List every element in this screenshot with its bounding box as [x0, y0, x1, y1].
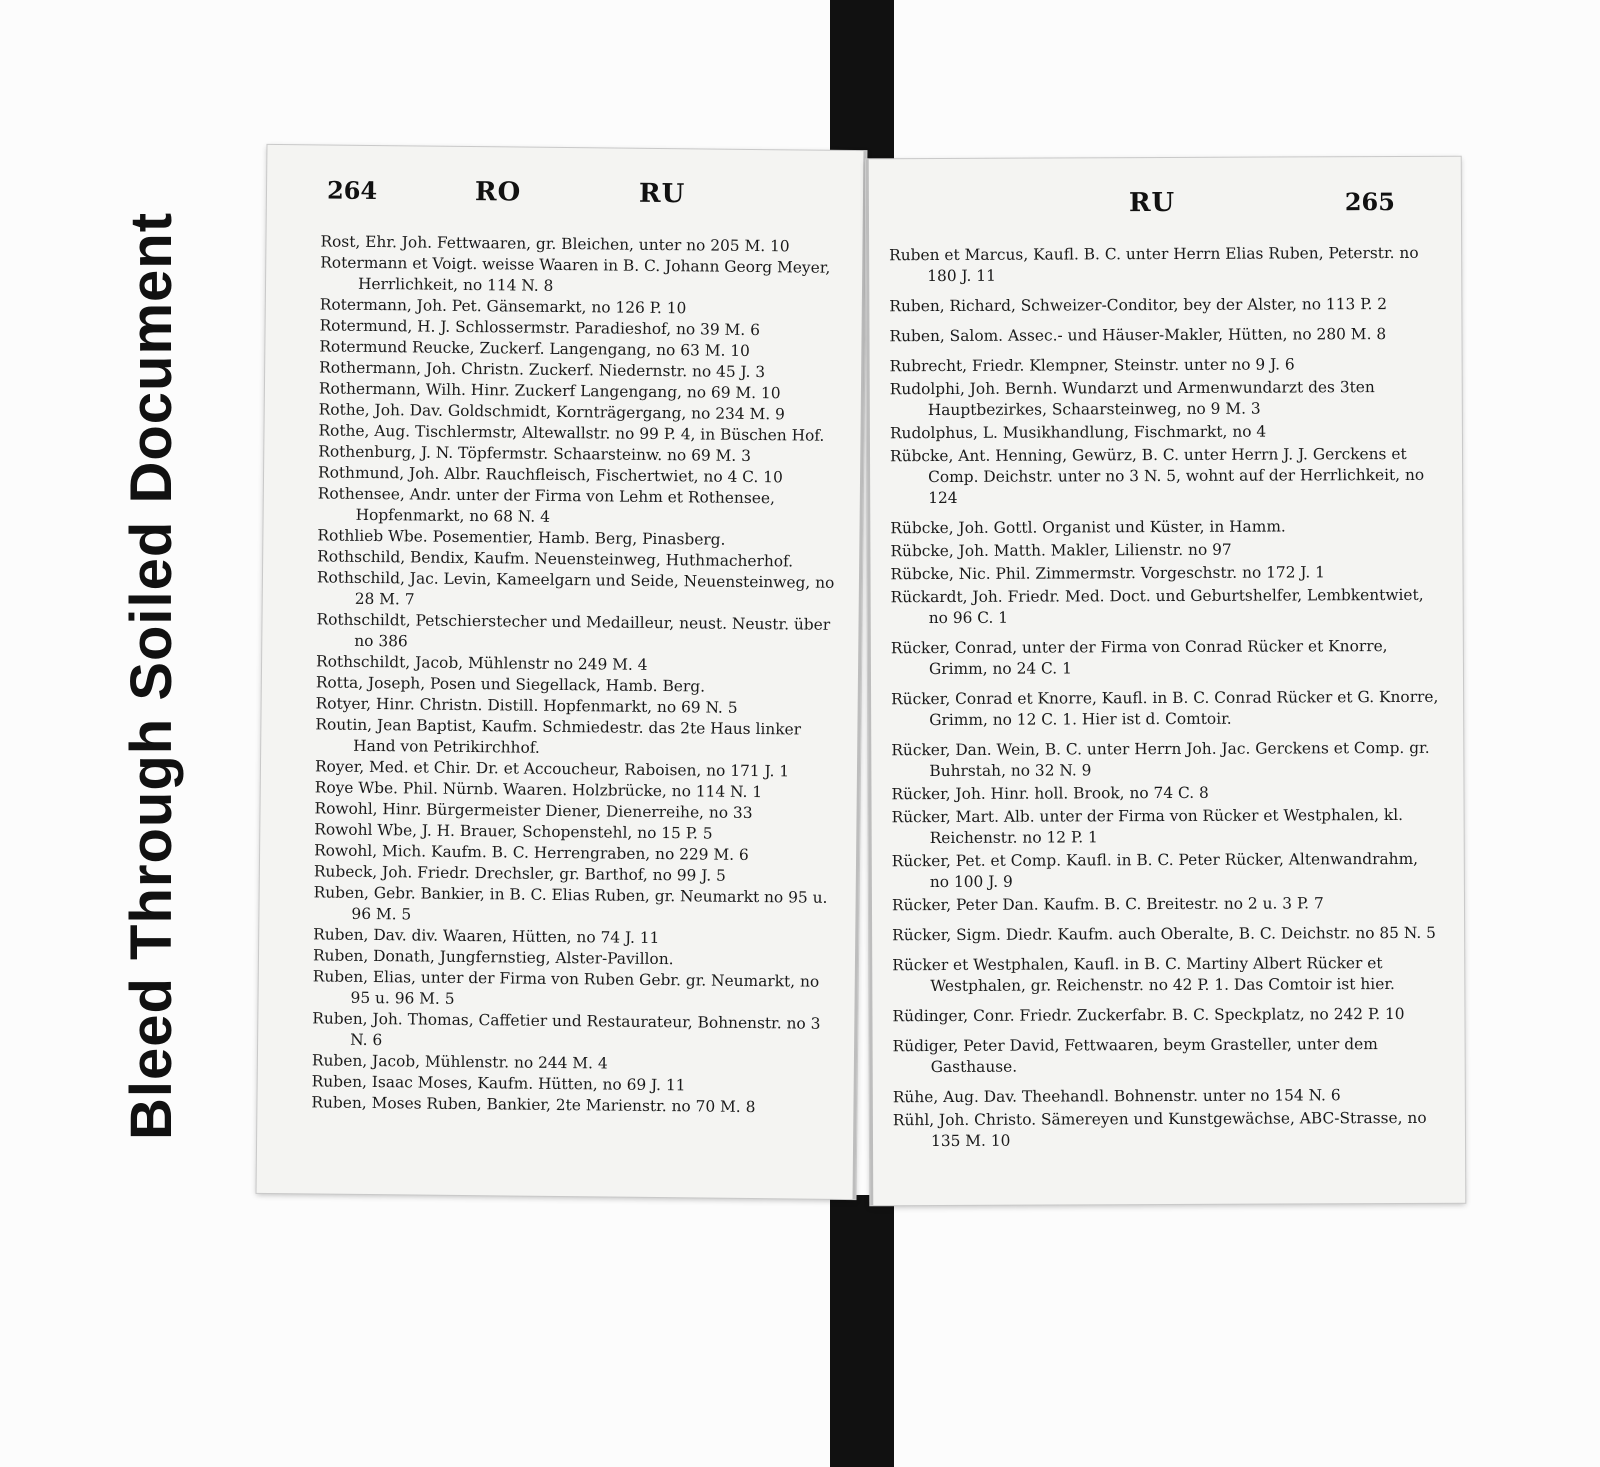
- directory-entry: Rücker, Dan. Wein, B. C. unter Herrn Joh. Jac. Gerckens et Comp. gr. Buhrstah, no 32 N. 9: [891, 738, 1430, 781]
- directory-entry: Rühl, Joh. Christo. Sämereyen und Kunstgewächse, ABC-Strasse, no 135 M. 10: [892, 1108, 1427, 1151]
- directory-entry: Rübcke, Joh. Gottl. Organist und Küster, in Hamm.: [890, 517, 1286, 538]
- running-head: RO: [474, 177, 522, 208]
- directory-entry: Rothschildt, Petschierstecher und Medailleur, neust. Neustr. über no 386: [316, 610, 831, 651]
- directory-entry: Rudolphus, L. Musikhandlung, Fischmarkt, no 4: [889, 422, 1267, 443]
- directory-entry: Rühe, Aug. Dav. Theehandl. Bohnenstr. unter no 154 N. 6: [892, 1086, 1341, 1107]
- directory-entry: Rübcke, Joh. Matth. Makler, Lilienstr. no 97: [890, 540, 1232, 561]
- directory-entry: Rothe, Joh. Dav. Goldschmidt, Kornträgergang, no 234 M. 9: [318, 400, 785, 424]
- directory-entry: Rüdiger, Peter David, Fettwaaren, beym Grasteller, unter dem Gasthause.: [892, 1035, 1378, 1077]
- page-number: 265: [1344, 186, 1395, 217]
- directory-entry: Ruben, Moses Ruben, Bankier, 2te Marienstr. no 70 M. 8: [311, 1093, 756, 1117]
- directory-entry: Ruben, Dav. div. Waaren, Hütten, no 74 J. 11: [313, 925, 660, 948]
- directory-entry: Ruben, Donath, Jungfernstieg, Alster-Pavillon.: [312, 946, 674, 969]
- running-head: RU: [1128, 187, 1176, 219]
- side-label: Bleed Through Soiled Document: [119, 211, 184, 1140]
- directory-entry: Rotermann, Joh. Pet. Gänsemarkt, no 126 P. 10: [319, 295, 687, 318]
- running-head: RU: [638, 178, 686, 210]
- binding-bar-top: [830, 0, 894, 170]
- directory-entry: Ruben, Elias, unter der Firma von Ruben Gebr. gr. Neumarkt, no 95 u. 96 M. 5: [312, 967, 820, 1008]
- directory-entry: Rowohl Wbe, J. H. Brauer, Schopenstehl, no 15 P. 5: [314, 820, 713, 843]
- directory-entry: Rudolphi, Joh. Bernh. Wundarzt und Armenwundarzt des 3ten Hauptbezirkes, Schaarsteinweg, no 9 M. 3: [889, 378, 1375, 420]
- directory-entry: Rücker, Sigm. Diedr. Kaufm. auch Oberalte, B. C. Deichstr. no 85 N. 5: [892, 923, 1436, 945]
- directory-entry: Rücker, Peter Dan. Kaufm. B. C. Breitestr. no 2 u. 3 P. 7: [891, 894, 1324, 915]
- directory-entries: [889, 243, 1441, 1154]
- directory-entry: Rothschild, Jac. Levin, Kameelgarn und Seide, Neuensteinweg, no 28 M. 7: [316, 568, 835, 609]
- directory-entry: Rothmund, Joh. Albr. Rauchfleisch, Fischertwiet, no 4 C. 10: [317, 463, 783, 487]
- directory-entry: Ruben, Jacob, Mühlenstr. no 244 M. 4: [311, 1051, 608, 1073]
- directory-entry: Rücker, Mart. Alb. unter der Firma von Rücker et Westphalen, kl. Reichenstr. no 12 P. 1: [891, 805, 1404, 848]
- directory-entry: Ruben et Marcus, Kaufl. B. C. unter Herrn Elias Ruben, Peterstr. no 180 J. 11: [889, 243, 1419, 286]
- right-page-header: [869, 187, 1461, 230]
- directory-entry: Rotyer, Hinr. Christn. Distill. Hopfenmarkt, no 69 N. 5: [315, 694, 738, 717]
- directory-entry: Rücker, Pet. et Comp. Kaufl. in B. C. Peter Rücker, Altenwandrahm, no 100 J. 9: [891, 849, 1419, 892]
- directory-entry: Rüdinger, Conr. Friedr. Zuckerfabr. B. C. Speckplatz, no 242 P. 10: [892, 1004, 1405, 1026]
- directory-entry: Rübcke, Nic. Phil. Zimmermstr. Vorgeschstr. no 172 J. 1: [890, 563, 1325, 584]
- directory-entry: Routin, Jean Baptist, Kaufm. Schmiedestr. das 2te Haus linker Hand von Petrikirchhof.: [315, 715, 802, 757]
- directory-entry: Rubrecht, Friedr. Klempner, Steinstr. unter no 9 J. 6: [889, 355, 1295, 376]
- directory-entry: Rowohl, Hinr. Bürgermeister Diener, Dienerreihe, no 33: [314, 799, 753, 823]
- page-number: 264: [326, 175, 378, 206]
- directory-entry: Rothschildt, Jacob, Mühlenstr no 249 M. 4: [316, 652, 648, 674]
- directory-entry: Rowohl, Mich. Kaufm. B. C. Herrengraben, no 229 M. 6: [314, 841, 749, 864]
- directory-entry: Rothermann, Wilh. Hinr. Zuckerf Langengang, no 69 M. 10: [318, 379, 781, 403]
- directory-entry: Rücker, Joh. Hinr. holl. Brook, no 74 C. 8: [891, 783, 1209, 804]
- directory-entry: Royer, Med. et Chir. Dr. et Accoucheur, Raboisen, no 171 J. 1: [314, 757, 790, 781]
- left-page-header: [267, 175, 863, 221]
- directory-entry: Ruben, Richard, Schweizer-Conditor, bey der Alster, no 113 P. 2: [889, 295, 1388, 316]
- directory-entry: Rubeck, Joh. Friedr. Drechsler, gr. Barthof, no 99 J. 5: [313, 862, 726, 885]
- directory-entry: Rothenburg, J. N. Töpfermstr. Schaarsteinw. no 69 M. 3: [318, 442, 752, 465]
- binding-bar-bottom: [830, 1195, 894, 1467]
- directory-entry: Rotermund Reucke, Zuckerf. Langengang, no 63 M. 10: [319, 337, 750, 360]
- directory-entries: [311, 231, 844, 1118]
- directory-entry: Rücker et Westphalen, Kaufl. in B. C. Martiny Albert Rücker et Westphalen, gr. Reichenstr. no 42 P. 1. Das Comtoir ist hier.: [892, 954, 1395, 996]
- directory-entry: Rotermann et Voigt. weisse Waaren in B. C. Johann Georg Meyer, Herrlichkeit, no 114 N. 8: [320, 253, 831, 295]
- directory-entry: Rothermann, Joh. Christn. Zuckerf. Niedernstr. no 45 J. 3: [319, 358, 766, 382]
- directory-entry: Roye Wbe. Phil. Nürnb. Waaren. Holzbrücke, no 114 N. 1: [314, 778, 763, 802]
- directory-entry: Ruben, Salom. Assec.- und Häuser-Makler, Hütten, no 280 M. 8: [889, 325, 1387, 346]
- directory-entry: Ruben, Gebr. Bankier, in B. C. Elias Ruben, gr. Neumarkt no 95 u. 96 M. 5: [313, 883, 828, 924]
- directory-entry: Rothlieb Wbe. Posementier, Hamb. Berg, Pinasberg.: [317, 526, 726, 549]
- directory-entry: Rotta, Joseph, Posen und Siegellack, Hamb. Berg.: [315, 673, 706, 696]
- directory-entry: Rothe, Aug. Tischlermstr, Altewallstr. no 99 P. 4, in Büschen Hof.: [318, 421, 825, 445]
- right-page: [866, 157, 1466, 1206]
- directory-entry: Rücker, Conrad et Knorre, Kaufl. in B. C. Conrad Rücker et G. Knorre, Grimm, no 12 C. 1. Hier ist d. Comtoir.: [891, 687, 1439, 730]
- directory-entry: Rothensee, Andr. unter der Firma von Lehm et Rothensee, Hopfenmarkt, no 68 N. 4: [317, 484, 775, 526]
- directory-entry: Rost, Ehr. Joh. Fettwaaren, gr. Bleichen, unter no 205 M. 10: [320, 232, 790, 256]
- left-page: [257, 145, 867, 1199]
- directory-entry: Rücker, Conrad, unter der Firma von Conrad Rücker et Knorre, Grimm, no 24 C. 1: [890, 637, 1388, 679]
- directory-entry: Rothschild, Bendix, Kaufm. Neuensteinweg, Huthmacherhof.: [317, 547, 794, 571]
- directory-entry: Ruben, Isaac Moses, Kaufm. Hütten, no 69 J. 11: [311, 1072, 686, 1095]
- directory-entry: Rotermund, H. J. Schlossermstr. Paradieshof, no 39 M. 6: [319, 316, 761, 340]
- directory-entry: Rübcke, Ant. Henning, Gewürz, B. C. unter Herrn J. J. Gerckens et Comp. Deichstr. unter no 3 N. 5, wohnt auf der Herrlichkeit, no 124: [889, 444, 1425, 508]
- directory-entry: Ruben, Joh. Thomas, Caffetier und Restaurateur, Bohnenstr. no 3 N. 6: [312, 1009, 821, 1050]
- directory-entry: Rückardt, Joh. Friedr. Med. Doct. und Geburtshelfer, Lembkentwiet, no 96 C. 1: [890, 585, 1424, 628]
